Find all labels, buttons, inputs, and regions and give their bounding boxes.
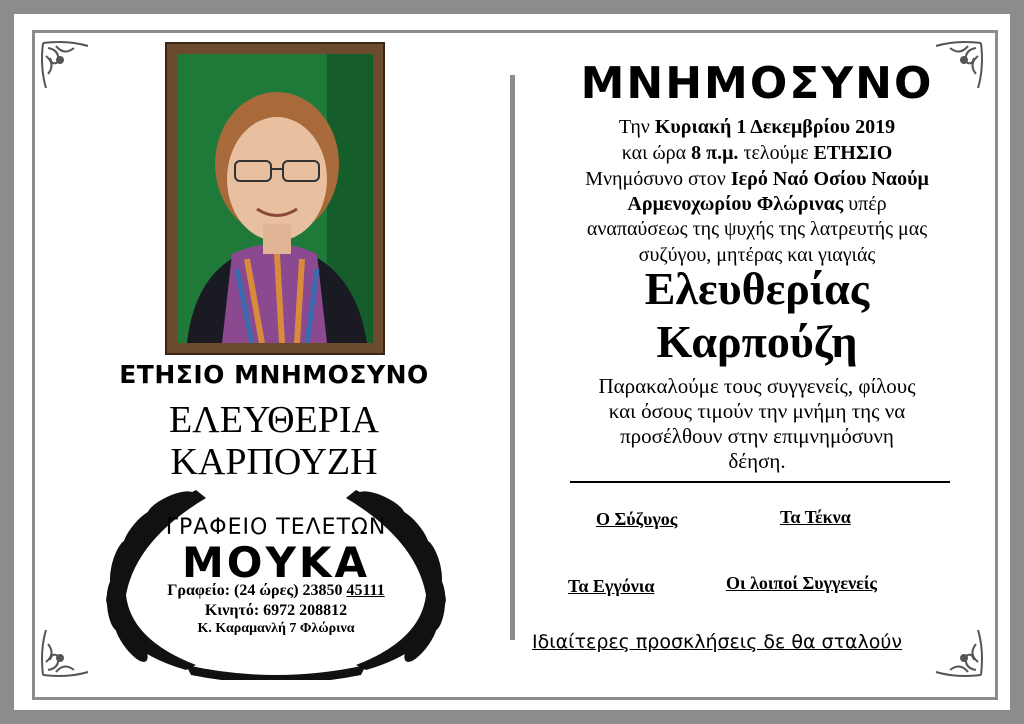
announcement-line-1: Την Κυριακή 1 Δεκεμβρίου 2019 bbox=[618, 116, 896, 138]
left-title: ΕΤΗΣΙΟ ΜΝΗΜΟΣΥΝΟ bbox=[119, 360, 429, 389]
deceased-first-name: Ελευθερίας bbox=[644, 263, 870, 314]
signature-relatives: Οι λοιποί Συγγενείς bbox=[726, 573, 877, 593]
invitation-line-2: και όσους τιμούν την μνήμη της να bbox=[608, 399, 906, 423]
corner-ornament-icon bbox=[38, 38, 98, 98]
corner-ornament-icon bbox=[926, 620, 986, 680]
agency-name: ΜΟΥΚΑ bbox=[182, 538, 370, 587]
footer-note: Ιδιαίτερες προσκλήσεις δε θα σταλούν bbox=[532, 631, 903, 653]
portrait-frame bbox=[165, 42, 385, 355]
invitation-line-1: Παρακαλούμε τους συγγενείς, φίλους bbox=[598, 374, 916, 398]
horizontal-divider bbox=[570, 481, 950, 483]
portrait-photo bbox=[177, 54, 373, 343]
vertical-divider bbox=[510, 75, 515, 640]
announcement-line-3: Μνημόσυνο στον Ιερό Ναό Οσίου Ναούμ bbox=[585, 168, 929, 190]
agency-address: Κ. Καραμανλή 7 Φλώρινα bbox=[197, 621, 355, 636]
signature-grandchildren: Τα Εγγόνια bbox=[568, 576, 655, 596]
announcement-line-5: αναπαύσεως της ψυχής της λατρευτής μας bbox=[586, 218, 928, 240]
invitation-line-3: προσέλθουν στην επιμνημόσυνη bbox=[620, 424, 894, 448]
right-heading: ΜΝΗΜΟΣΥΝΟ bbox=[580, 58, 934, 109]
signature-children: Τα Τέκνα bbox=[780, 507, 851, 527]
agency-mobile-phone: Κινητό: 6972 208812 bbox=[204, 602, 348, 619]
left-first-name: ΕΛΕΥΘΕΡΙΑ bbox=[169, 399, 379, 441]
announcement-line-2: και ώρα 8 π.μ. τελούμε ΕΤΗΣΙΟ bbox=[621, 142, 893, 164]
invitation-line-4: δέηση. bbox=[728, 449, 786, 473]
announcement-line-6: συζύγου, μητέρας και γιαγιάς bbox=[638, 244, 876, 266]
left-last-name: ΚΑΡΠΟΥΖΗ bbox=[170, 441, 378, 483]
deceased-last-name: Καρπούζη bbox=[656, 316, 858, 367]
agency-label: ΓΡΑΦΕΙΟ ΤΕΛΕΤΩΝ bbox=[165, 515, 387, 540]
agency-office-phone: Γραφείο: (24 ώρες) 23850 45111 bbox=[167, 582, 385, 599]
announcement-line-4: Αρμενοχωρίου Φλώρινας υπέρ bbox=[627, 193, 887, 215]
signature-spouse: Ο Σύζυγος bbox=[596, 509, 678, 529]
